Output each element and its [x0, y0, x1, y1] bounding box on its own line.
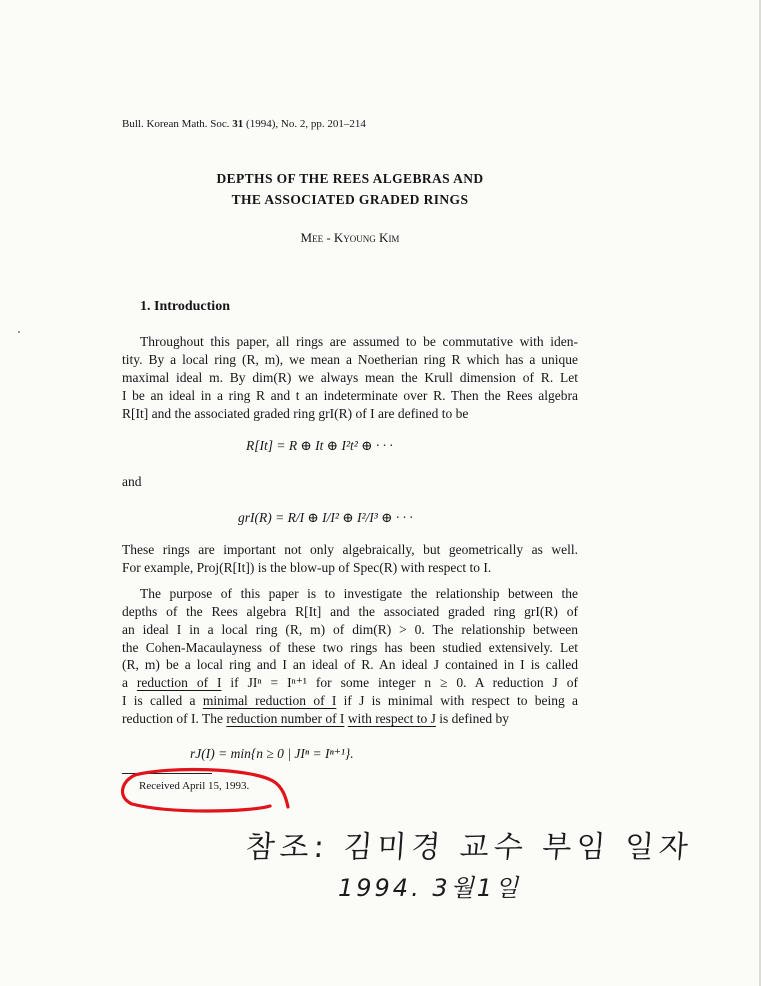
body-line: R[It] and the associated graded ring grI(R) of I are defined to be	[122, 406, 469, 421]
equation-rees-algebra: R[It] = R ⊕ It ⊕ I²t² ⊕ · · ·	[246, 438, 393, 453]
body-line: The purpose of this paper is to investigate the relationship between the	[140, 586, 578, 601]
body-line: the Cohen-Macaulayness of these two rings has been studied extensively. Let	[122, 640, 578, 655]
paper-title-line-2: THE ASSOCIATED GRADED RINGS	[231, 192, 469, 207]
body-line: and	[122, 474, 142, 489]
body-line: (R, m) be a local ring and I an ideal of R. An ideal J contained in I is called	[122, 657, 578, 672]
journal-citation: Bull. Korean Math. Soc. 31 (1994), No. 2, pp. 201–214	[122, 118, 366, 130]
body-line: These rings are important not only algebraically, but geometrically as well.	[122, 542, 578, 557]
handwritten-note-line-2: 1994. 3월1일	[338, 874, 522, 902]
body-line: reduction of I. The reduction number of I with respect to J is defined by	[122, 711, 510, 726]
body-line: I be an ideal in a ring R and t an indeterminate over R. Then the Rees algebra	[122, 388, 578, 403]
body-line: depths of the Rees algebra R[It] and the associated graded ring grI(R) of	[122, 604, 578, 619]
underlined-term: reduction of I	[136, 675, 222, 690]
handwritten-note-line-1: 참조: 김미경 교수 부임 일자	[244, 830, 695, 865]
equation-associated-graded-ring: grI(R) = R/I ⊕ I/I² ⊕ I²/I³ ⊕ · · ·	[238, 510, 413, 525]
body-line: I is called a minimal reduction of I if J is minimal with respect to being a	[122, 693, 578, 708]
underlined-term: with respect to J	[347, 711, 436, 726]
section-heading: 1. Introduction	[140, 299, 230, 314]
red-annotation-stroke	[123, 769, 288, 811]
underlined-term: minimal reduction of I	[202, 693, 337, 708]
paper-title-line-1: DEPTHS OF THE REES ALGEBRAS AND	[216, 171, 484, 186]
body-line: Throughout this paper, all rings are assumed to be commutative with iden-	[140, 334, 578, 349]
underlined-term: reduction number of I	[226, 711, 345, 726]
body-line: an ideal I in a local ring (R, m) of dim(R) > 0. The relationship between	[122, 622, 578, 637]
body-line: a reduction of I if JIⁿ = Iⁿ⁺¹ for some integer n ≥ 0. A reduction J of	[122, 675, 578, 690]
footnote-received-date: Received April 15, 1993.	[139, 780, 250, 792]
body-line: For example, Proj(R[It]) is the blow-up of Spec(R) with respect to I.	[122, 560, 492, 575]
body-line: tity. By a local ring (R, m), we mean a Noetherian ring R which has a unique	[122, 352, 578, 367]
author-name: Mee - Kyoung Kim	[300, 230, 400, 245]
body-line: maximal ideal m. By dim(R) we always mean the Krull dimension of R. Let	[122, 370, 578, 385]
equation-reduction-number: rJ(I) = min{n ≥ 0 | JIⁿ = Iⁿ⁺¹}.	[190, 746, 354, 761]
